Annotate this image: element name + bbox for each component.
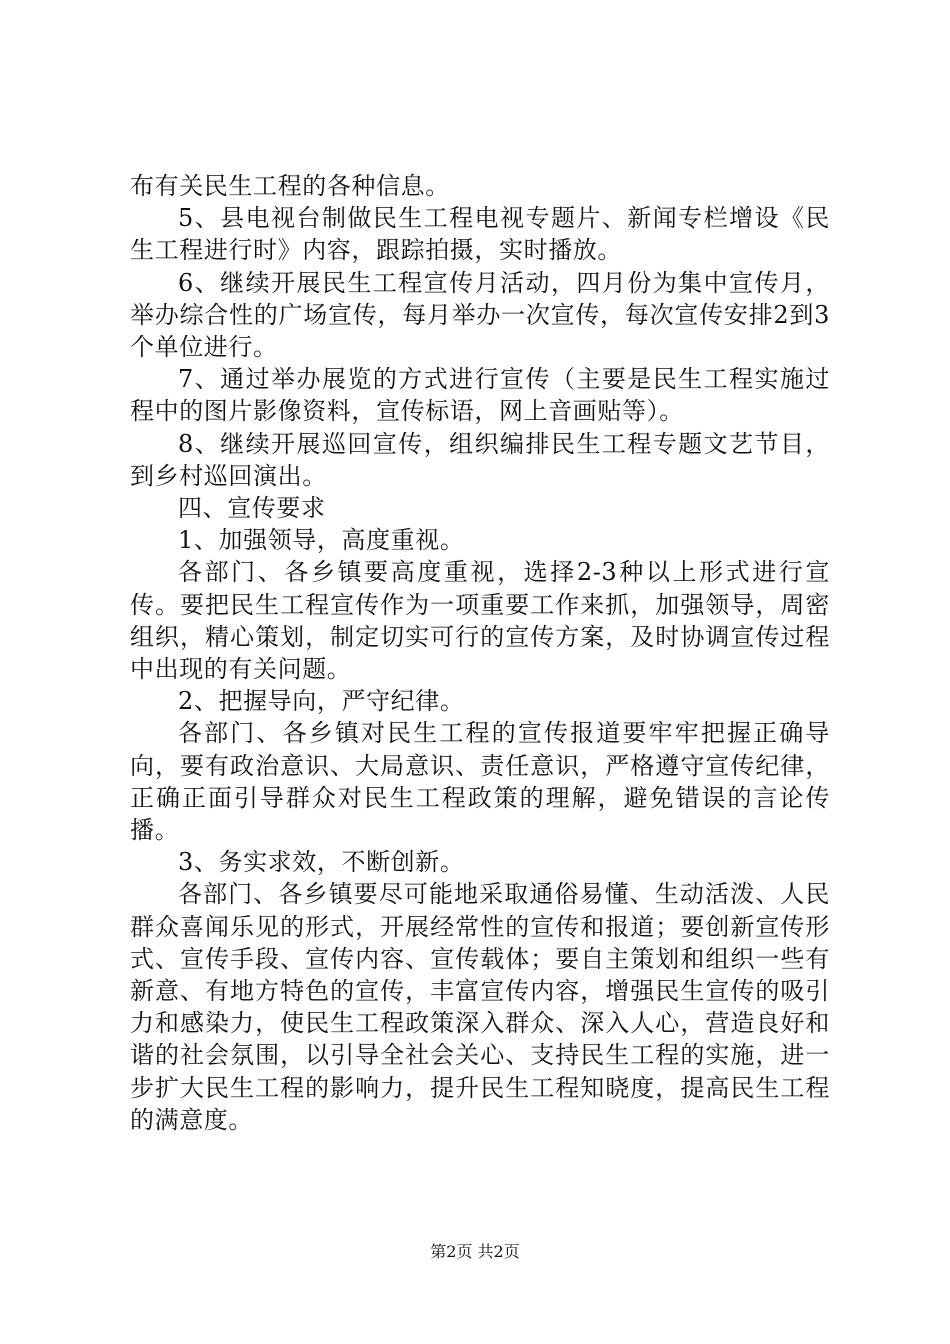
paragraph-item-7: 7、通过举办展览的方式进行宣传（主要是民生工程实施过程中的图片影像资料，宣传标语，网上音画贴等）。	[130, 365, 830, 426]
subheading-2: 2、把握导向，严守纪律。	[178, 687, 465, 716]
subheading-1: 1、加强领导，高度重视。	[178, 526, 465, 555]
paragraph-requirement-1: 各部门、各乡镇要高度重视，选择2-3种以上形式进行宣传。要把民生工程宣传作为一项重要工作来抓，加强领导，周密组织，精心策划，制定切实可行的宣传方案，及时协调宣传过程中出现的有关问题。	[130, 558, 830, 684]
section-heading-requirements: 四、宣传要求	[178, 494, 326, 523]
paragraph-continuation: 布有关民生工程的各种信息。	[130, 172, 450, 200]
paragraph-item-8: 8、继续开展巡回宣传，组织编排民生工程专题文艺节目，到乡村巡回演出。	[130, 429, 830, 490]
paragraph-item-5: 5、县电视台制做民生工程电视专题片、新闻专栏增设《民生工程进行时》内容，跟踪拍摄，实时播放。	[130, 204, 830, 265]
document-body	[130, 170, 830, 1136]
page-number-label: 第2页 共2页	[430, 1242, 520, 1261]
page-footer	[0, 1242, 950, 1262]
subheading-3: 3、务实求效，不断创新。	[178, 848, 465, 877]
paragraph-item-6: 6、继续开展民生工程宣传月活动，四月份为集中宣传月，举办综合性的广场宣传，每月举办一次宣传，每次宣传安排2到3个单位进行。	[130, 268, 830, 362]
paragraph-requirement-2: 各部门、各乡镇对民生工程的宣传报道要牢牢把握正确导向，要有政治意识、大局意识、责任意识，严格遵守宣传纪律，正确正面引导群众对民生工程政策的理解，避免错误的言论传播。	[130, 719, 830, 845]
paragraph-requirement-3: 各部门、各乡镇要尽可能地采取通俗易懂、生动活泼、人民群众喜闻乐见的形式，开展经常性的宣传和报道；要创新宣传形式、宣传手段、宣传内容、宣传载体；要自主策划和组织一些有新意、有地方特色的宣传，丰富宣传内容，增强民生宣传的吸引力和感染力，使民生工程政策深入群众、深入人心，营造良好和谐的社会氛围，以引导全社会关心、支持民生工程的实施，进一步扩大民生工程的影响力，提升民生工程知晓度，提高民生工程的满意度。	[130, 880, 830, 1134]
